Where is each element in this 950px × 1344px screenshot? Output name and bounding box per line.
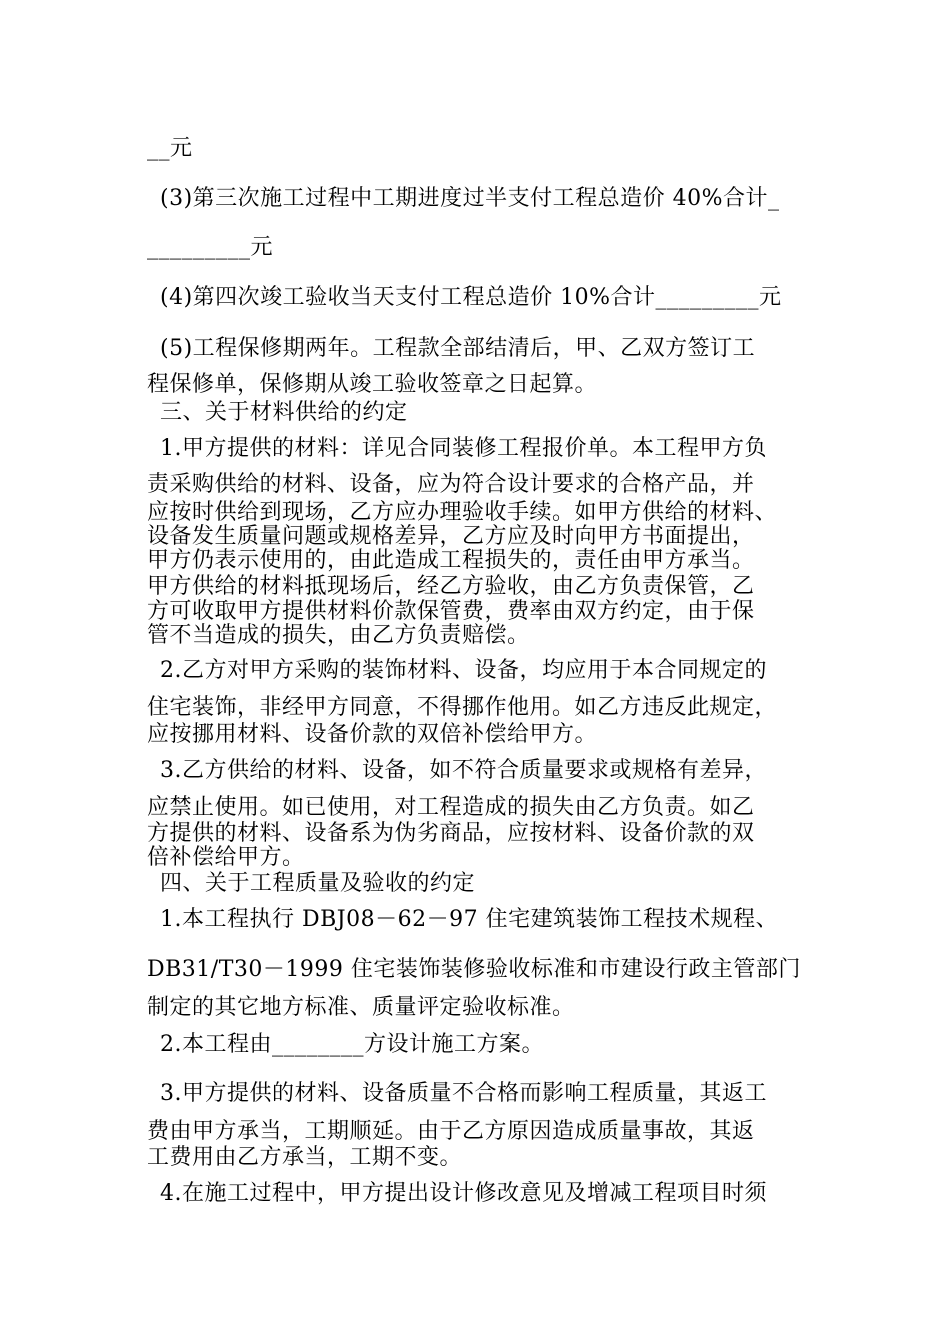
text-line: 4.在施工过程中，甲方提出设计修改意见及增减工程项目时须: [160, 1181, 767, 1206]
text-line: 程保修单，保修期从竣工验收签章之日起算。: [147, 372, 598, 397]
text-line: 管不当造成的损失，由乙方负责赔偿。: [147, 623, 530, 648]
text-line: 责采购供给的材料、设备，应为符合设计要求的合格产品，并: [147, 472, 755, 497]
text-line: 方可收取甲方提供材料价款保管费，费率由双方约定，由于保: [147, 599, 755, 624]
text-line: 应按挪用材料、设备价款的双倍补偿给甲方。: [147, 722, 598, 747]
text-line: 2.乙方对甲方采购的装饰材料、设备，均应用于本合同规定的: [160, 658, 767, 683]
text-line: (3)第三次施工过程中工期进度过半支付工程总造价 40%合计_: [160, 186, 780, 211]
text-line: 3.乙方供给的材料、设备，如不符合质量要求或规格有差异，: [160, 758, 767, 783]
text-line: 甲方仍表示使用的，由此造成工程损失的，责任由甲方承当。: [147, 548, 755, 573]
text-line: 应禁止使用。如已使用，对工程造成的损失由乙方负责。如乙: [147, 795, 755, 820]
text-line: 设备发生质量问题或规格差异，乙方应及时向甲方书面提出，: [147, 524, 755, 549]
text-line: 1.甲方提供的材料：详见合同装修工程报价单。本工程甲方负: [160, 436, 767, 461]
section-heading: 三、关于材料供给的约定: [160, 400, 408, 425]
text-line: DB31/T30－1999 住宅装饰装修验收标准和市建设行政主管部门: [147, 957, 801, 982]
text-line: 住宅装饰，非经甲方同意，不得挪作他用。如乙方违反此规定，: [147, 695, 778, 720]
text-line: 费由甲方承当，工期顺延。由于乙方原因造成质量事故，其返: [147, 1119, 755, 1144]
text-line: 3.甲方提供的材料、设备质量不合格而影响工程质量，其返工: [160, 1081, 767, 1106]
text-line: 1.本工程执行 DBJ08－62－97 住宅建筑装饰工程技术规程、: [160, 907, 779, 932]
text-line: 方提供的材料、设备系为伪劣商品，应按材料、设备价款的双: [147, 821, 755, 846]
text-line: 制定的其它地方标准、质量评定验收标准。: [147, 995, 575, 1020]
text-line: 2.本工程由________方设计施工方案。: [160, 1032, 544, 1057]
text-line: __元: [147, 136, 193, 161]
text-line: _________元: [147, 235, 274, 260]
text-line: 倍补偿给甲方。: [147, 845, 305, 870]
text-line: 应按时供给到现场，乙方应办理验收手续。如甲方供给的材料、: [147, 500, 778, 525]
section-heading: 四、关于工程质量及验收的约定: [160, 871, 476, 896]
text-line: 工费用由乙方承当，工期不变。: [147, 1145, 463, 1170]
text-line: (4)第四次竣工验收当天支付工程总造价 10%合计_________元: [160, 285, 782, 310]
text-line: (5)工程保修期两年。工程款全部结清后，甲、乙双方签订工: [160, 336, 756, 361]
text-line: 甲方供给的材料抵现场后，经乙方验收，由乙方负责保管，乙: [147, 574, 755, 599]
